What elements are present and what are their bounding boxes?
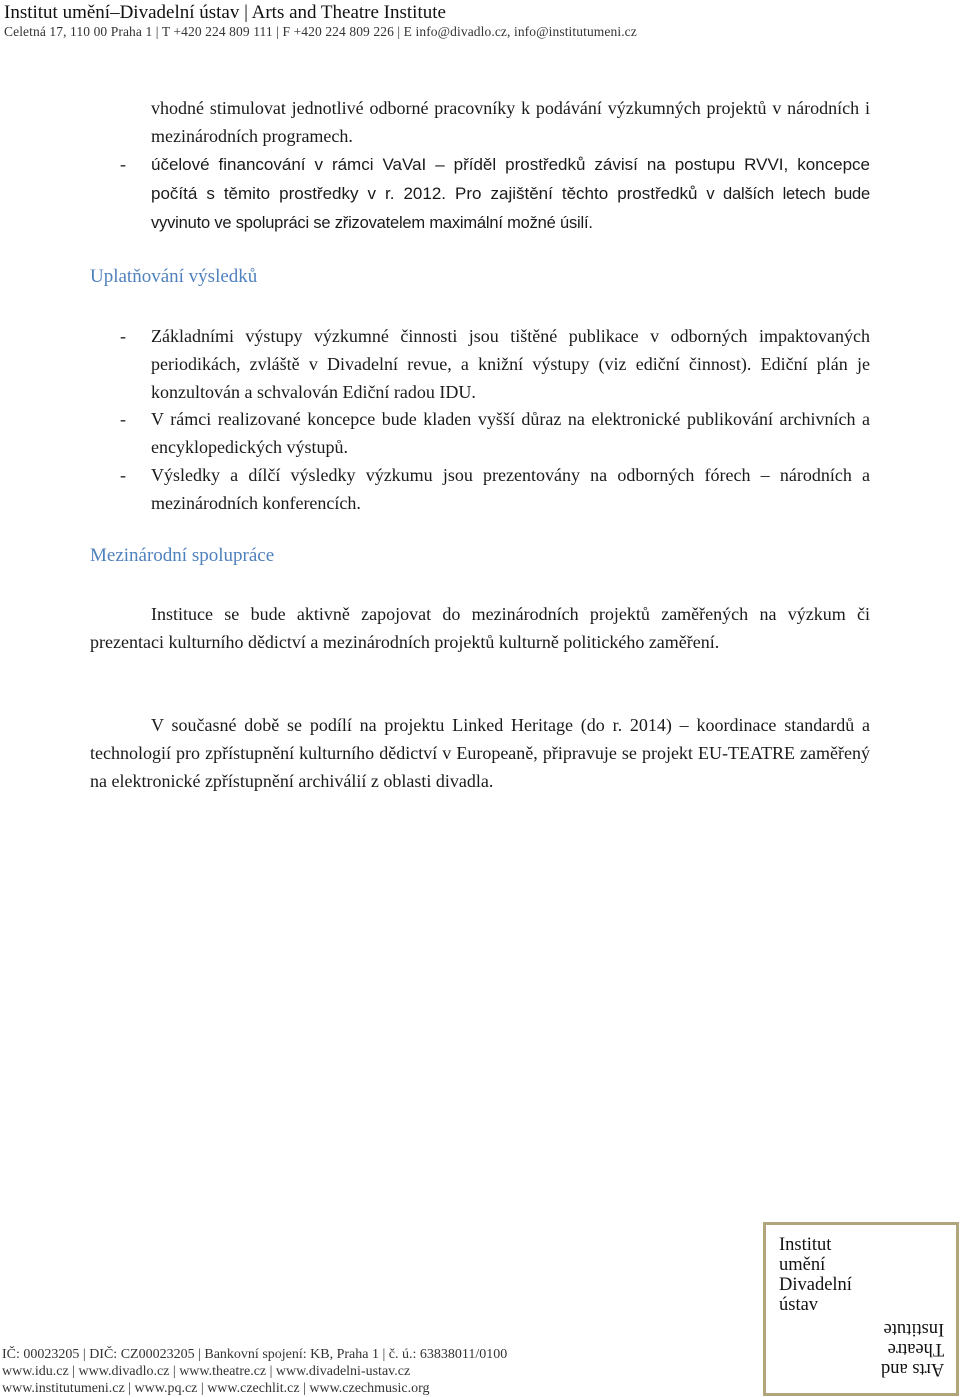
results-bullet: - Výsledky a dílčí výsledky výzkumu jsou prezentovány na odborných fórech – národních a mezinárodních konferencích. [120, 461, 870, 517]
logo-frame [763, 1222, 959, 1396]
international-heading: Mezinárodní spolupráce [90, 545, 275, 566]
international-paragraph-1: Instituce se bude aktivně zapojovat do mezinárodních projektů zaměřených na výzkum či prezentaci kulturního dědictví a mezinárodních projektů kulturně politického zaměření. [90, 604, 870, 652]
contact-line: Celetná 17, 110 00 Praha 1 | T +420 224 809 111 | F +420 224 809 226 | E info@divadlo.cz, info@institutumeni.cz [4, 24, 637, 39]
results-heading: Uplatňování výsledků [90, 266, 258, 287]
funding-bullet [120, 150, 870, 234]
funding-bullet-text-sans: účelové financování v rámci VaVaI – příděl prostředků závisí na postupu RVVI, koncepce počítá s těmito prostředky v r. 2012. Pro zajištění těchto prostředků [151, 155, 870, 203]
international-paragraph-2: V současné době se podílí na projektu Linked Heritage (do r. 2014) – koordinace standardů a technologií pro zpřístupnění kulturního dědictví v Europeaně, připravuje se projekt EU-TEATRE zaměřený na elektronické zpřístupnění archiválií z oblasti divadla. [90, 715, 870, 791]
funding-continuation: vhodné stimulovat jednotlivé odborné pracovníky k podávání výzkumných projektů v národních i mezinárodních programech. [151, 98, 870, 146]
institute-name: Institut umění–Divadelní ústav | Arts and Theatre Institute [4, 2, 446, 23]
footer-registration: IČ: 00023205 | DIČ: CZ00023205 | Bankovní spojení: KB, Praha 1 | č. ú.: 63838011/0100 [2, 1347, 508, 1362]
results-bullet-text: Výsledky a dílčí výsledky výzkumu jsou prezentovány na odborných fórech – národních a mezinárodních konferencích. [151, 465, 870, 513]
results-bullet-text: V rámci realizované koncepce bude kladen vyšší důraz na elektronické publikování archivních a encyklopedických výstupů. [151, 409, 870, 457]
logo-english-name-inverted: Arts and Theatre Institute [880, 1319, 944, 1379]
bullet-dash: - [120, 154, 126, 174]
funding-bullet-text-serif: v dalších letech bude vyvinuto ve spolupráci se zřizovatelem maximální možné úsilí. [151, 185, 870, 232]
footer-websites-2: www.institutumeni.cz | www.pq.cz | www.czechlit.cz | www.czechmusic.org [2, 1381, 430, 1396]
results-bullet: - V rámci realizované koncepce bude kladen vyšší důraz na elektronické publikování archivních a encyklopedických výstupů. [120, 405, 870, 461]
footer [2, 1346, 507, 1397]
footer-websites-1: www.idu.cz | www.divadlo.cz | www.theatre.cz | www.divadelni-ustav.cz [2, 1364, 411, 1379]
logo-czech-name: Institut umění Divadelní ústav [779, 1235, 852, 1315]
results-bullet-text: Základními výstupy výzkumné činnosti jsou tištěné publikace v odborných impaktovaných periodikách, zvláště v Divadelní revue, a knižní výstupy (viz ediční činnost). Ediční plán je konzultován a schvalován Ediční radou IDU. [151, 326, 870, 402]
results-bullet: - Základními výstupy výzkumné činnosti jsou tištěné publikace v odborných impaktovaných periodikách, zvláště v Divadelní revue, a knižní výstupy (viz ediční činnost). Ediční plán je konzultován a schvalován Ediční radou IDU. [120, 322, 870, 406]
institute-logo [763, 1222, 959, 1396]
